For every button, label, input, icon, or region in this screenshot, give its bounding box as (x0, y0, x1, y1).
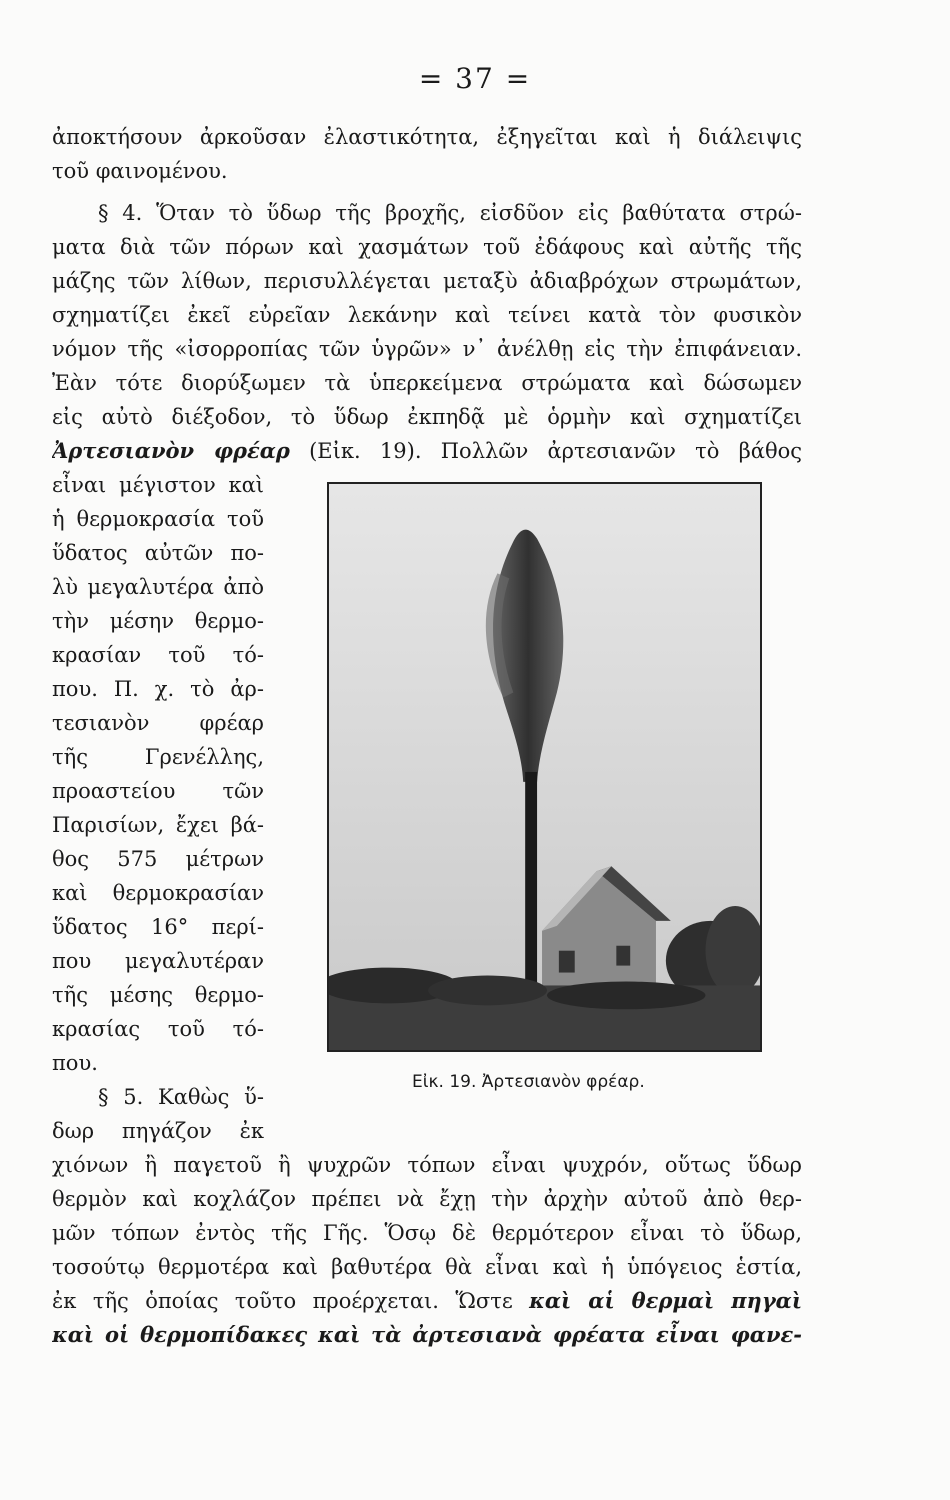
text-line: χιόνων ἢ παγετοῦ ἢ ψυχρῶν τόπων εἶναι ψυχρόν, οὕτως ὕδωρ (52, 1153, 802, 1177)
column-line: τῆς Γρενέλλης, (52, 745, 264, 769)
text-line: νόμον τῆς «ἰσορροπίας τῶν ὑγρῶν» ν᾽ ἀνέλθῃ εἰς τὴν ἐπιφάνειαν. (52, 337, 802, 361)
column-line: δωρ πηγάζον ἐκ (52, 1119, 264, 1143)
figure-caption: Εἰκ. 19. Ἀρτεσιανὸν φρέαρ. (412, 1072, 645, 1092)
column-line: κρασίας τοῦ τό- (52, 1017, 264, 1041)
defined-term: Ἀρτεσιανὸν φρέαρ (52, 438, 290, 463)
term-line-rest: (Εἰκ. 19). Πολλῶν ἀρτεσιανῶν τὸ βάθος (289, 439, 802, 463)
column-line: που μεγαλυτέραν (52, 949, 264, 973)
paragraph-start-line: § 4. Ὅταν τὸ ὕδωρ τῆς βροχῆς, εἰσδῦον εἰς βαθύτατα στρώ- (98, 201, 802, 225)
column-line: τεσιανὸν φρέαρ (52, 711, 264, 735)
emphasis-line (52, 1284, 802, 1318)
plain-text: ἐκ τῆς ὁποίας τοῦτο προέρχεται. Ὥστε (52, 1289, 530, 1313)
column-line: Παρισίων, ἔχει βά- (52, 813, 264, 837)
column-line: που. (52, 1051, 98, 1075)
column-line: ἡ θερμοκρασία τοῦ (52, 507, 264, 531)
column-line: ὕδατος αὐτῶν πο- (52, 541, 264, 565)
text-line: τοῦ φαινομένου. (52, 159, 228, 183)
text-line: σχηματίζει ἐκεῖ εὐρεῖαν λεκάνην καὶ τείνει κατὰ τὸν φυσικὸν (52, 303, 802, 327)
term-line (52, 434, 802, 468)
text-line: ματα διὰ τῶν πόρων καὶ χασμάτων τοῦ ἐδάφους καὶ αὐτῆς τῆς (52, 235, 802, 259)
column-line: ὕδατος 16° περί- (52, 915, 264, 939)
artesian-well-photo (327, 482, 762, 1052)
page-number: = 37 = (418, 62, 532, 95)
column-line: προαστείου τῶν (52, 779, 264, 803)
bold-phrase: καὶ αἱ θερμαὶ πηγαὶ (529, 1288, 802, 1313)
bold-line: καὶ οἱ θερμοπίδακες καὶ τὰ ἀρτεσιανὰ φρέατα εἶναι φανε- (52, 1322, 802, 1347)
text-line: τοσούτῳ θερμοτέρα καὶ βαθυτέρα θὰ εἶναι καὶ ἡ ὑπόγειος ἑστία, (52, 1255, 802, 1279)
text-line: ἀποκτήσουν ἀρκοῦσαν ἐλαστικότητα, ἐξηγεῖται καὶ ἡ διάλειψις (52, 125, 802, 149)
column-line: τῆς μέσης θερμο- (52, 983, 264, 1007)
text-line: μῶν τόπων ἐντὸς τῆς Γῆς. Ὅσῳ δὲ θερμότερον εἶναι τὸ ὕδωρ, (52, 1221, 802, 1245)
paragraph-start-line: § 5. Καθὼς ὕ- (98, 1085, 264, 1109)
column-line: τὴν μέσην θερμο- (52, 609, 264, 633)
column-line: κρασίαν τοῦ τό- (52, 643, 264, 667)
text-line: εἰς αὐτὸ διέξοδον, τὸ ὕδωρ ἐκπηδᾷ μὲ ὁρμὴν καὶ σχηματίζει (52, 405, 802, 429)
column-line: λὺ μεγαλυτέρα ἀπὸ (52, 575, 264, 599)
column-line: καὶ θερμοκρασίαν (52, 881, 264, 905)
text-line: μάζης τῶν λίθων, περισυλλέγεται μεταξὺ ἀδιαβρόχων στρωμάτων, (52, 269, 802, 293)
column-line: που. Π. χ. τὸ ἀρ- (52, 677, 264, 701)
text-line: θερμὸν καὶ κοχλάζον πρέπει νὰ ἔχῃ τὴν ἀρχὴν αὐτοῦ ἀπὸ θερ- (52, 1187, 802, 1211)
column-line: θος 575 μέτρων (52, 847, 264, 871)
text-line: Ἐὰν τότε διορύξωμεν τὰ ὑπερκείμενα στρώματα καὶ δώσωμεν (52, 371, 802, 395)
column-line: εἶναι μέγιστον καὶ (52, 473, 264, 497)
